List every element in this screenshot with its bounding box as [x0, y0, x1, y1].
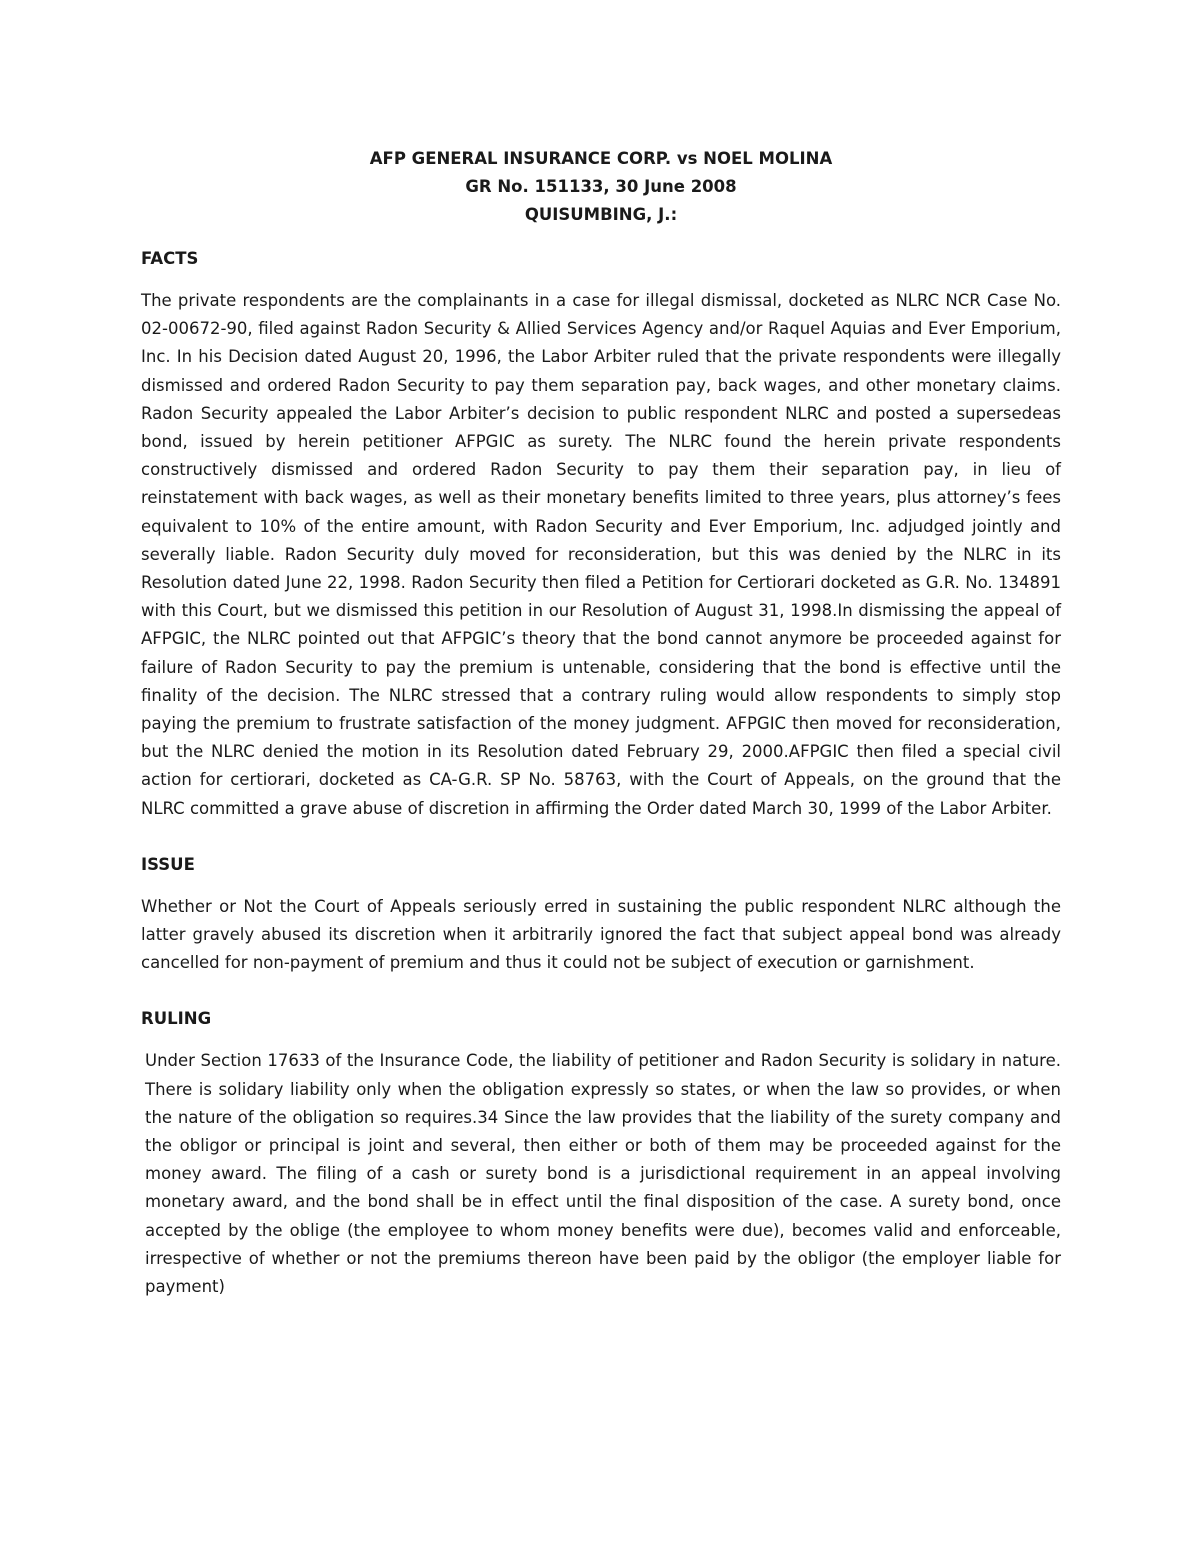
document-content	[141, 145, 1061, 1301]
ponente: QUISUMBING, J.:	[524, 205, 678, 224]
ruling-heading: RULING	[141, 1009, 212, 1029]
case-title: AFP GENERAL INSURANCE CORP. vs NOEL MOLINA	[369, 149, 833, 168]
facts-body: The private respondents are the complainants in a case for illegal dismissal, docketed as NLRC NCR Case No. 02-00672-90, filed against Radon Security & Allied Services Agency and/or Raquel Aquias and Ever Emporium, Inc. In his Decision dated August 20, 1996, the Labor Arbiter ruled that the private respondents were illegally dismissed and ordered Radon Security to pay them separation pay, back wages, and other monetary claims. Radon Security appealed the Labor Arbiter’s decision to public respondent NLRC and posted a supersedeas bond, issued by herein petitioner AFPGIC as surety. The NLRC found the herein private respondents constructively dismissed and ordered Radon Security to pay them their separation pay, in lieu of reinstatement with back wages, as well as their monetary benefits limited to three years, plus attorney’s fees equivalent to 10% of the entire amount, with Radon Security and Ever Emporium, Inc. adjudged jointly and severally liable. Radon Security duly moved for reconsideration, but this was denied by the NLRC in its Resolution dated June 22, 1998. Radon Security then filed a Petition for Certiorari docketed as G.R. No. 134891 with this Court, but we dismissed this petition in our Resolution of August 31, 1998.In dismissing the appeal of AFPGIC, the NLRC pointed out that AFPGIC’s theory that the bond cannot anymore be proceeded against for failure of Radon Security to pay the premium is untenable, considering that the bond is effective until the finality of the decision. The NLRC stressed that a contrary ruling would allow respondents to simply stop paying the premium to frustrate satisfaction of the money judgment. AFPGIC then moved for reconsideration, but the NLRC denied the motion in its Resolution dated February 29, 2000.AFPGIC then filed a special civil action for certiorari, docketed as CA-G.R. SP No. 58763, with the Court of Appeals, on the ground that the NLRC committed a grave abuse of discretion in affirming the Order dated March 30, 1999 of the Labor Arbiter.	[141, 291, 1061, 818]
ruling-body: Under Section 17633 of the Insurance Code, the liability of petitioner and Radon Security is solidary in nature. There is solidary liability only when the obligation expressly so states, or when the law so provides, or when the nature of the obligation so requires.34 Since the law provides that the liability of the surety company and the obligor or principal is joint and several, then either or both of them may be proceeded against for the money award. The filing of a cash or surety bond is a jurisdictional requirement in an appeal involving monetary award, and the bond shall be in effect until the final disposition of the case. A surety bond, once accepted by the oblige (the employee to whom money benefits were due), becomes valid and enforceable, irrespective of whether or not the premiums thereon have been paid by the obligor (the employer liable for payment)	[145, 1051, 1061, 1297]
facts-heading: FACTS	[141, 249, 199, 268]
case-number: GR No. 151133, 30 June 2008	[465, 177, 737, 196]
issue-heading: ISSUE	[141, 854, 195, 874]
issue-body: Whether or Not the Court of Appeals seriously erred in sustaining the public respondent NLRC although the latter gravely abused its discretion when it arbitrarily ignored the fact that subject appeal bond was already cancelled for non-payment of premium and thus it could not be subject of execution or garnishment.	[141, 896, 1061, 973]
